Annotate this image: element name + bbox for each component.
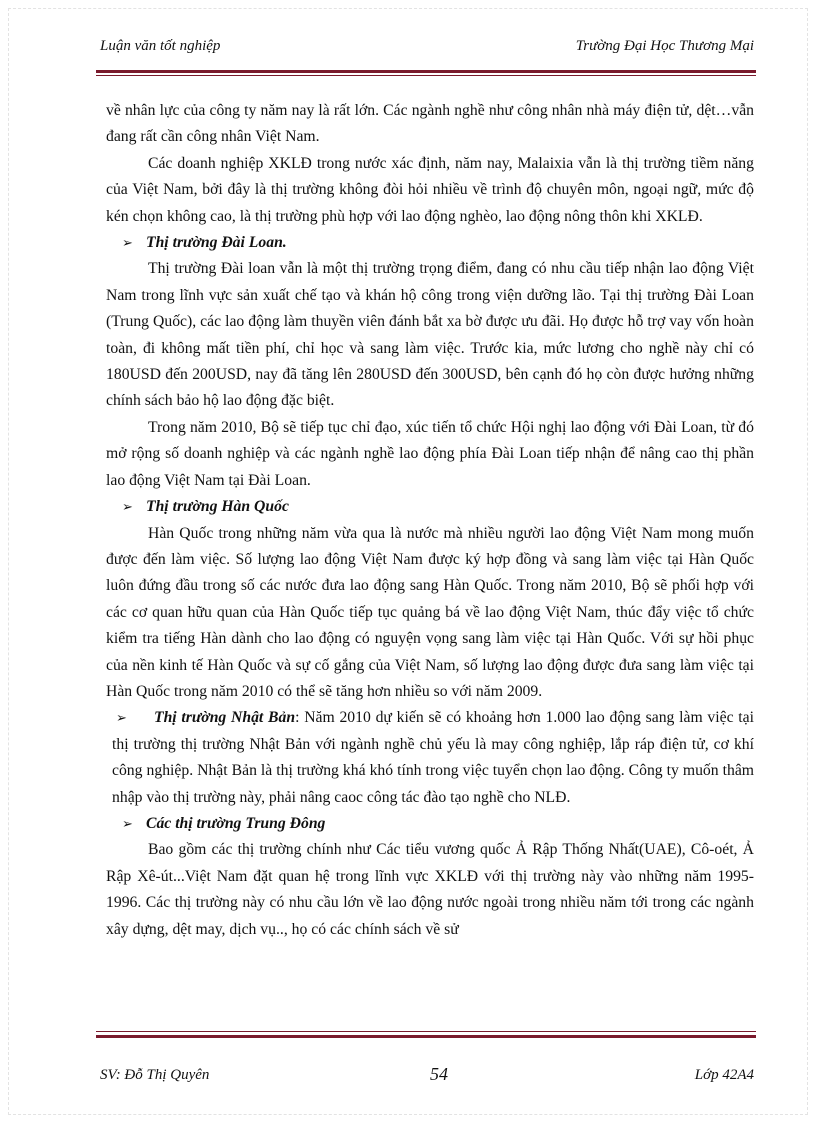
- header-rule-thick: [96, 70, 756, 73]
- footer-class: Lớp 42A4: [694, 1067, 754, 1083]
- page-body: [106, 98, 754, 943]
- arrow-bullet-icon: ➢: [116, 710, 127, 726]
- heading-nhat-ban: Thị trường Nhật Bản: [154, 709, 296, 727]
- page-header: [100, 38, 754, 62]
- page-footer: [100, 1064, 754, 1091]
- paragraph: Thị trường Đài loan vẫn là một thị trường trọng điểm, đang có nhu cầu tiếp nhận lao động Việt Nam trong lĩnh vực sản xuất chế tạo và khán hộ công trong viện dưỡng lão. Tại thị trường Đài Loan (Trung Quốc), các lao động làm thuyền viên đánh bắt xa bờ được ưu đãi. Họ được hỗ trợ vay vốn hoàn toàn, đi không mất tiền phí, chỉ học và sang làm việc. Trước kia, mức lương cho nghề này chỉ có 180USD đến 200USD, nay đã tăng lên 280USD đến 300USD, bên cạnh đó họ còn được hưởng những chính sách bảo hộ lao động đặc biệt.: [106, 260, 754, 410]
- arrow-bullet-icon: ➢: [122, 235, 133, 251]
- heading-dai-loan: Thị trường Đài Loan.: [146, 234, 287, 252]
- heading-trung-dong: Các thị trường Trung Đông: [146, 814, 326, 832]
- section-heading: [106, 811, 754, 837]
- footer-student: SV: Đỗ Thị Quyên: [100, 1067, 210, 1083]
- arrow-bullet-icon: ➢: [122, 815, 133, 831]
- paragraph-text: : Năm 2010 dự kiến sẽ có khoảng hơn 1.000 lao động sang làm việc tại thị trường thị trường Nhật Bản với ngành nghề chủ yếu là may công nghiệp, lắp ráp điện tử, cơ khí công nghiệp. Nhật Bản là thị trường khá khó tính trong việc tuyển chọn lao động. Công ty muốn thâm nhập vào thị trường này, phải nâng caoc công tác đào tạo nghề cho NLĐ.: [112, 709, 754, 806]
- footer-rule-thick: [96, 1035, 756, 1038]
- section-heading: [106, 494, 754, 520]
- paragraph: Các doanh nghiệp XKLĐ trong nước xác định, năm nay, Malaixia vẫn là thị trường tiềm năng của Việt Nam, bởi đây là thị trường không đòi hỏi nhiều về trình độ chuyên môn, ngoại ngữ, mức độ kén chọn không cao, là thị trường phù hợp với lao động nghèo, lao động nông thôn khi XKLĐ.: [106, 154, 754, 225]
- paragraph-nhat-ban: [106, 705, 754, 811]
- header-rule-thin: [96, 75, 756, 76]
- paragraph: Hàn Quốc trong những năm vừa qua là nước mà nhiều người lao động Việt Nam mong muốn được đến làm việc. Số lượng lao động Việt Nam được ký hợp đồng và sang làm việc tại Hàn Quốc luôn đứng đầu trong số các nước đưa lao động sang Hàn Quốc. Trong năm 2010, Bộ sẽ phối hợp với các cơ quan hữu quan của Hàn Quốc tiếp tục quảng bá về lao động Việt Nam, thúc đẩy việc tổ chức kiểm tra tiếng Hàn dành cho lao động có nguyện vọng sang làm việc tại Hàn Quốc. Với sự hồi phục của nền kinh tế Hàn Quốc và sự cố gắng của Việt Nam, số lượng lao động được đưa sang làm việc tại Hàn Quốc trong năm 2010 có thể sẽ tăng hơn nhiều so với năm 2009.: [106, 524, 754, 700]
- heading-han-quoc: Thị trường Hàn Quốc: [146, 498, 289, 516]
- paragraph: Trong năm 2010, Bộ sẽ tiếp tục chỉ đạo, xúc tiến tổ chức Hội nghị lao động với Đài Loan, từ đó mở rộng số doanh nghiệp và các ngành nghề lao động phía Đài Loan tiếp nhận để nâng cao thị phần lao động Việt Nam tại Đài Loan.: [106, 418, 754, 489]
- paragraph: về nhân lực của công ty năm nay là rất lớn. Các ngành nghề như công nhân nhà máy điện tử, dệt…vẫn đang rất cần công nhân Việt Nam.: [106, 102, 754, 146]
- page-number: 54: [430, 1064, 448, 1084]
- footer-rule-thin: [96, 1031, 756, 1032]
- header-left: Luận văn tốt nghiệp: [100, 38, 221, 54]
- arrow-bullet-icon: ➢: [122, 499, 133, 515]
- header-right: Trường Đại Học Thương Mại: [575, 38, 754, 54]
- paragraph: Bao gồm các thị trường chính như Các tiểu vương quốc Ả Rập Thống Nhất(UAE), Cô-oét, Ả Rập Xê-út...Việt Nam đặt quan hệ trong lĩnh vực XKLĐ với thị trường này vào những năm 1995-1996. Các thị trường này có nhu cầu lớn về lao động nước ngoài trong nhiều năm tới trong các ngành xây dựng, dệt may, dịch vụ.., họ có các chính sách về sử: [106, 841, 754, 938]
- section-heading: [106, 230, 754, 256]
